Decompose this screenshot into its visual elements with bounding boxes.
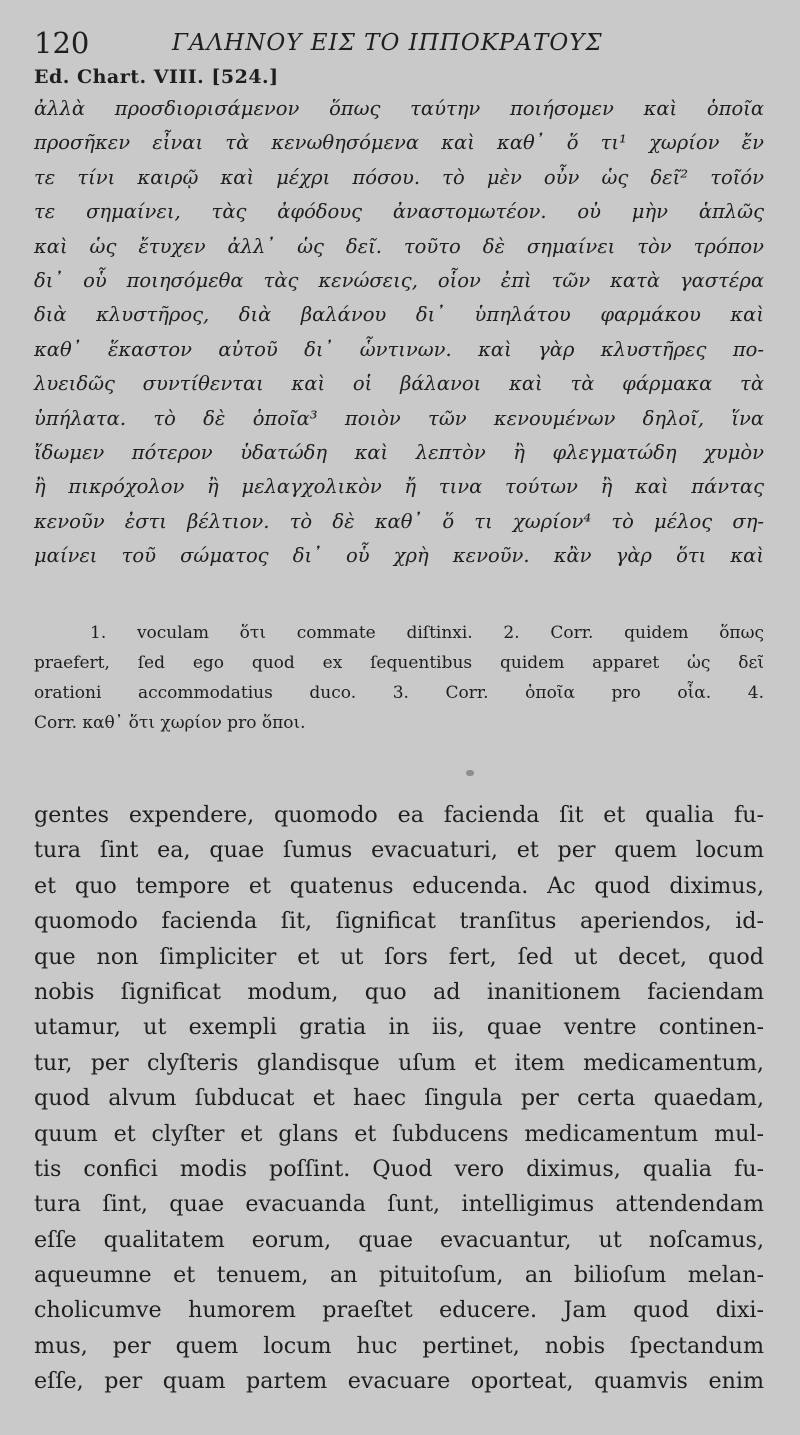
greek-line: καὶ ὡς ἔτυχεν ἀλλ᾽ ὡς δεῖ. τοῦτο δὲ σημαίνει τὸν τρόπον [34,234,764,258]
page-header [34,22,764,62]
page-number: 120 [34,26,90,60]
latin-line: gentes expendere, quomodo ea facienda ſit et qualia fu- [34,802,764,828]
latin-line: utamur, ut exempli gratia in iis, quae ventre continen- [34,1014,764,1041]
greek-line: κενοῦν ἐστι βέλτιον. τὸ δὲ καθ᾽ ὅ τι χωρίον⁴ τὸ μέλος ση- [34,509,764,533]
latin-line: quod alvum ſubducat et haec ſingula per certa quaedam, [34,1085,764,1112]
greek-line: λυειδῶς συντίθενται καὶ οἱ βάλανοι καὶ τὰ φάρμακα τὰ [34,372,764,396]
greek-line: ἴδωμεν πότερον ὑδατώδη καὶ λεπτὸν ἢ φλεγματώδη χυμὸν [34,440,764,464]
edition-reference: Ed. Chart. VIII. [524.] [34,66,279,88]
latin-line: mus, per quem locum huc pertinet, nobis ſpectandum [34,1332,764,1359]
ink-smudge [466,770,474,776]
footnote-line: Corr. καθ᾽ ὅτι χωρίον pro ὅποι. [34,713,306,733]
greek-line: καθ᾽ ἕκαστον αὐτοῦ δι᾽ ὧντινων. καὶ γὰρ κλυστῆρες πο- [34,337,764,361]
latin-line: tur, per clyſteris glandisque uſum et item medicamentum, [34,1049,764,1076]
latin-line: eſſe qualitatem eorum, quae evacuantur, ut noſcamus, [34,1226,764,1253]
latin-line: eſſe, per quam partem evacuare oporteat, quamvis enim [34,1368,764,1395]
greek-line: μαίνει τοῦ σώματος δι᾽ οὗ χρὴ κενοῦν. κἂν γὰρ ὅτι καὶ [34,544,764,568]
greek-text-block [34,92,764,573]
footnote-line: praefert, ſed ego quod ex ſequentibus quidem apparet ὡς δεῖ [34,653,764,673]
latin-line: quomodo facienda ſit, ſignificat tranſitus aperiendos, id- [34,908,764,935]
greek-line: τε τίνι καιρῷ καὶ μέχρι πόσου. τὸ μὲν οὖν ὡς δεῖ² τοῖόν [34,165,764,189]
latin-line: cholicumve humorem praeſtet educere. Jam quod dixi- [34,1297,764,1324]
latin-line: tura ſint ea, quae ſumus evacuaturi, et per quem locum [34,837,764,864]
latin-line: aqueumne et tenuem, an pituitoſum, an bilioſum melan- [34,1262,764,1289]
footnotes-block [34,618,764,738]
latin-text-block [34,798,764,1400]
greek-line: τε σημαίνει, τὰς ἀφόδους ἀναστομωτέον. οὐ μὴν ἁπλῶς [34,200,764,224]
latin-line: et quo tempore et quatenus educenda. Ac quod diximus, [34,872,764,899]
greek-line: προσῆκεν εἶναι τὰ κενωθησόμενα καὶ καθ᾽ ὅ τι¹ χωρίον ἔν [34,131,764,155]
greek-line: ἢ πικρόχολον ἢ μελαγχολικὸν ἤ τινα τούτων ἢ καὶ πάντας [34,475,764,499]
greek-line: ὑπήλατα. τὸ δὲ ὁποῖα³ ποιὸν τῶν κενουμένων δηλοῖ, ἵνα [34,406,764,430]
greek-line: διὰ κλυστῆρος, διὰ βαλάνου δι᾽ ὑπηλάτου φαρμάκου καὶ [34,303,764,327]
footnote-line: orationi accommodatius duco. 3. Corr. ὁποῖα pro οἷα. 4. [34,683,764,703]
running-title: ΓΑΛΗΝΟΥ ΕΙΣ ΤΟ ΙΠΠΟΚΡΑΤΟΥΣ [172,30,603,56]
latin-line: que non ſimpliciter et ut ſors fert, ſed ut decet, quod [34,943,764,970]
latin-line: tis confici modis poſſint. Quod vero diximus, qualia fu- [34,1155,764,1182]
latin-line: quum et clyſter et glans et ſubducens medicamentum mul- [34,1120,764,1147]
greek-line: δι᾽ οὗ ποιησόμεθα τὰς κενώσεις, οἷον ἐπὶ τῶν κατὰ γαστέρα [34,268,764,292]
latin-line: tura ſint, quae evacuanda ſunt, intelligimus attendendam [34,1191,764,1218]
greek-line: ἀλλὰ προσδιορισάμενον ὅπως ταύτην ποιήσομεν καὶ ὁποῖα [34,97,764,120]
footnote-line: 1. voculam ὅτι commate diſtinxi. 2. Corr. quidem ὅπως [90,623,764,643]
latin-line: nobis ſignificat modum, quo ad inanitionem faciendam [34,978,764,1005]
